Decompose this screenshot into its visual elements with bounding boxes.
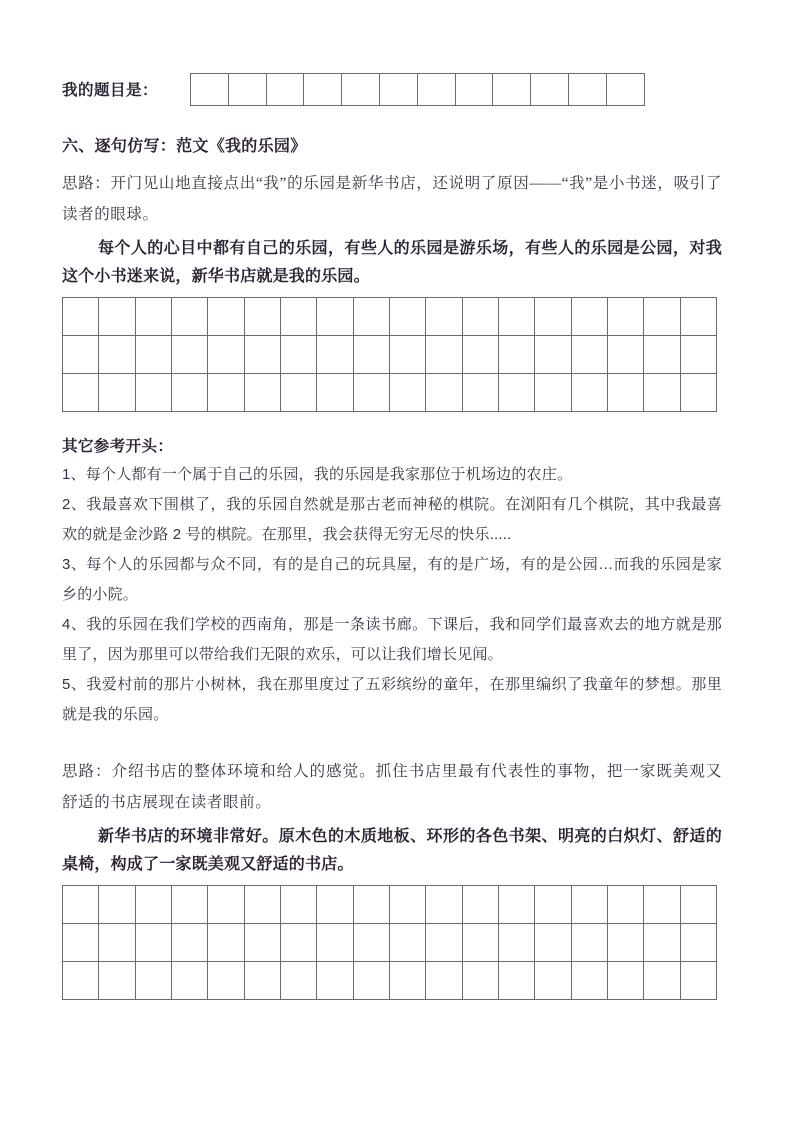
grid-cell[interactable] <box>304 73 342 105</box>
grid-cell[interactable] <box>317 298 353 336</box>
grid-cell[interactable] <box>644 962 680 1000</box>
writing-grid-one[interactable] <box>62 297 717 412</box>
grid-cell[interactable] <box>63 962 99 1000</box>
grid-row <box>63 298 717 336</box>
grid-cell[interactable] <box>644 374 680 412</box>
spacer <box>62 730 722 740</box>
grid-cell[interactable] <box>244 924 280 962</box>
grid-cell[interactable] <box>171 962 207 1000</box>
grid-cell[interactable] <box>644 298 680 336</box>
grid-cell[interactable] <box>607 336 643 374</box>
grid-cell[interactable] <box>426 962 462 1000</box>
grid-cell[interactable] <box>680 924 716 962</box>
grid-cell[interactable] <box>535 298 571 336</box>
grid-cell[interactable] <box>135 336 171 374</box>
grid-cell[interactable] <box>208 374 244 412</box>
grid-cell[interactable] <box>644 886 680 924</box>
grid-cell[interactable] <box>63 924 99 962</box>
grid-cell[interactable] <box>607 374 643 412</box>
silu-paragraph-one: 思路：开门见山地直接点出“我”的乐园是新华书店，还说明了原因——“我”是小书迷，吸引了读者的眼球。 <box>62 175 722 223</box>
grid-cell[interactable] <box>135 886 171 924</box>
grid-row <box>63 374 717 412</box>
grid-cell[interactable] <box>535 336 571 374</box>
grid-cell[interactable] <box>498 298 534 336</box>
grid-cell[interactable] <box>389 962 425 1000</box>
grid-cell[interactable] <box>244 336 280 374</box>
grid-cell[interactable] <box>244 886 280 924</box>
grid-cell[interactable] <box>99 924 135 962</box>
grid-cell[interactable] <box>317 924 353 962</box>
grid-cell[interactable] <box>317 374 353 412</box>
grid-cell[interactable] <box>571 924 607 962</box>
grid-cell[interactable] <box>680 886 716 924</box>
grid-cell[interactable] <box>462 298 498 336</box>
grid-cell[interactable] <box>455 73 493 105</box>
grid-cell[interactable] <box>680 298 716 336</box>
grid-cell[interactable] <box>680 336 716 374</box>
grid-cell[interactable] <box>535 374 571 412</box>
grid-cell[interactable] <box>417 73 455 105</box>
list-item: 4、我的乐园在我们学校的西南角，那是一条读书廊。下课后，我和同学们最喜欢去的地方就是那里了，因为那里可以带给我们无限的欢乐，可以让我们增长见闻。 <box>62 616 722 663</box>
grid-cell[interactable] <box>63 886 99 924</box>
grid-cell[interactable] <box>426 336 462 374</box>
grid-cell[interactable] <box>644 336 680 374</box>
grid-cell[interactable] <box>498 924 534 962</box>
grid-cell[interactable] <box>99 886 135 924</box>
grid-row <box>63 962 717 1000</box>
grid-cell[interactable] <box>606 73 644 105</box>
grid-cell[interactable] <box>244 962 280 1000</box>
grid-cell[interactable] <box>607 924 643 962</box>
grid-cell[interactable] <box>498 336 534 374</box>
grid-row <box>63 886 717 924</box>
grid-cell[interactable] <box>353 374 389 412</box>
grid-cell[interactable] <box>208 886 244 924</box>
silu-paragraph-two: 思路：介绍书店的整体环境和给人的感觉。抓住书店里最有代表性的事物，把一家既美观又舒适的书店展现在读者眼前。 <box>62 763 722 811</box>
grid-cell[interactable] <box>280 336 316 374</box>
grid-cell[interactable] <box>208 924 244 962</box>
grid-cell[interactable] <box>208 962 244 1000</box>
writing-grid-two[interactable] <box>62 885 717 1000</box>
grid-cell[interactable] <box>353 298 389 336</box>
grid-cell[interactable] <box>244 374 280 412</box>
grid-cell[interactable] <box>244 298 280 336</box>
grid-cell[interactable] <box>208 298 244 336</box>
grid-cell[interactable] <box>498 962 534 1000</box>
grid-row <box>63 336 717 374</box>
list-item: 3、每个人的乐园都与众不同，有的是自己的玩具屋，有的是广场，有的是公园…而我的乐园是家乡的小院。 <box>62 556 722 603</box>
grid-cell[interactable] <box>280 298 316 336</box>
grid-cell[interactable] <box>353 886 389 924</box>
grid-cell[interactable] <box>317 336 353 374</box>
grid-cell[interactable] <box>63 374 99 412</box>
grid-cell[interactable] <box>389 336 425 374</box>
grid-cell[interactable] <box>426 924 462 962</box>
grid-cell[interactable] <box>498 374 534 412</box>
my-title-row <box>62 72 722 106</box>
grid-cell[interactable] <box>280 886 316 924</box>
grid-cell[interactable] <box>63 336 99 374</box>
grid-cell[interactable] <box>63 298 99 336</box>
grid-cell[interactable] <box>389 924 425 962</box>
model-paragraph-one: 每个人的心目中都有自己的乐园，有些人的乐园是游乐场，有些人的乐园是公园，对我这个小书迷来说，新华书店就是我的乐园。 <box>62 240 722 285</box>
grid-cell[interactable] <box>342 73 380 105</box>
grid-cell[interactable] <box>571 298 607 336</box>
grid-cell[interactable] <box>607 298 643 336</box>
grid-cell[interactable] <box>99 374 135 412</box>
grid-cell[interactable] <box>353 924 389 962</box>
grid-cell[interactable] <box>571 962 607 1000</box>
grid-row <box>191 73 645 105</box>
grid-cell[interactable] <box>535 886 571 924</box>
grid-cell[interactable] <box>171 886 207 924</box>
grid-cell[interactable] <box>535 924 571 962</box>
model-paragraph-two: 新华书店的环境非常好。原木色的木质地板、环形的各色书架、明亮的白炽灯、舒适的桌椅，构成了一家既美观又舒适的书店。 <box>62 828 722 873</box>
grid-cell[interactable] <box>380 73 418 105</box>
section-heading: 六、逐句仿写：范文《我的乐园》 <box>62 138 307 155</box>
grid-cell[interactable] <box>462 886 498 924</box>
grid-cell[interactable] <box>208 336 244 374</box>
grid-cell[interactable] <box>535 962 571 1000</box>
grid-cell[interactable] <box>389 886 425 924</box>
grid-cell[interactable] <box>498 886 534 924</box>
grid-cell[interactable] <box>280 962 316 1000</box>
grid-cell[interactable] <box>135 374 171 412</box>
grid-cell[interactable] <box>680 962 716 1000</box>
grid-cell[interactable] <box>571 374 607 412</box>
grid-cell[interactable] <box>135 298 171 336</box>
grid-cell[interactable] <box>171 374 207 412</box>
grid-cell[interactable] <box>353 962 389 1000</box>
other-openings-heading: 其它参考开头： <box>62 438 174 455</box>
grid-cell[interactable] <box>99 962 135 1000</box>
grid-cell[interactable] <box>228 73 266 105</box>
grid-cell[interactable] <box>317 962 353 1000</box>
grid-cell[interactable] <box>280 374 316 412</box>
grid-cell[interactable] <box>462 336 498 374</box>
grid-cell[interactable] <box>607 886 643 924</box>
grid-cell[interactable] <box>644 924 680 962</box>
grid-cell[interactable] <box>171 336 207 374</box>
list-item: 2、我最喜欢下围棋了，我的乐园自然就是那古老而神秘的棋院。在浏阳有几个棋院，其中我最喜欢的就是金沙路 2 号的棋院。在那里，我会获得无穷无尽的快乐..... <box>62 496 722 543</box>
grid-cell[interactable] <box>171 298 207 336</box>
grid-cell[interactable] <box>99 336 135 374</box>
grid-cell[interactable] <box>426 298 462 336</box>
grid-cell[interactable] <box>389 374 425 412</box>
list-item: 5、我爱村前的那片小树林，我在那里度过了五彩缤纷的童年，在那里编织了我童年的梦想。那里就是我的乐园。 <box>62 676 722 723</box>
grid-cell[interactable] <box>389 298 425 336</box>
grid-cell[interactable] <box>266 73 304 105</box>
grid-cell[interactable] <box>493 73 531 105</box>
grid-cell[interactable] <box>280 924 316 962</box>
grid-cell[interactable] <box>571 886 607 924</box>
grid-cell[interactable] <box>607 962 643 1000</box>
grid-cell[interactable] <box>135 924 171 962</box>
title-answer-grid[interactable] <box>190 73 645 106</box>
grid-cell[interactable] <box>317 886 353 924</box>
grid-cell[interactable] <box>426 374 462 412</box>
grid-cell[interactable] <box>99 298 135 336</box>
grid-cell[interactable] <box>353 336 389 374</box>
my-title-grid-wrap <box>190 73 645 106</box>
grid-cell[interactable] <box>531 73 569 105</box>
grid-cell[interactable] <box>462 924 498 962</box>
grid-cell[interactable] <box>426 886 462 924</box>
grid-cell[interactable] <box>571 336 607 374</box>
grid-cell[interactable] <box>568 73 606 105</box>
grid-cell[interactable] <box>462 962 498 1000</box>
grid-cell[interactable] <box>191 73 229 105</box>
grid-row <box>63 924 717 962</box>
grid-cell[interactable] <box>462 374 498 412</box>
my-title-label: 我的题目是： <box>62 82 159 99</box>
grid-cell[interactable] <box>135 962 171 1000</box>
grid-cell[interactable] <box>171 924 207 962</box>
list-item: 1、每个人都有一个属于自己的乐园，我的乐园是我家那位于机场边的农庄。 <box>62 466 573 483</box>
worksheet-page <box>62 0 722 1000</box>
grid-cell[interactable] <box>680 374 716 412</box>
